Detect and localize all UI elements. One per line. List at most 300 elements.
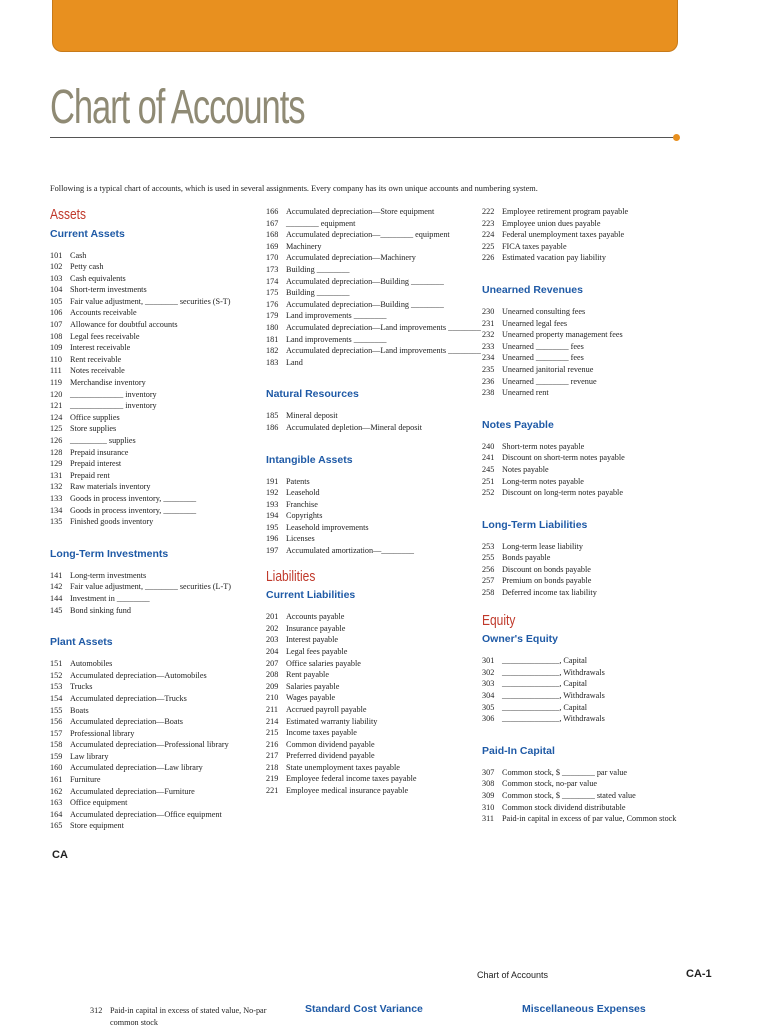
account-item: [266, 229, 486, 241]
account-name: Common dividend payable: [286, 739, 375, 749]
account-item: [482, 441, 702, 453]
account-name: Copyrights: [286, 511, 323, 521]
account-name: Insurance payable: [286, 623, 346, 633]
account-name: Leasehold improvements: [286, 522, 369, 532]
account-item: [482, 206, 702, 218]
account-name: Discount on long-term notes payable: [502, 488, 623, 498]
account-item: [50, 354, 270, 366]
account-number: 119: [50, 378, 62, 388]
section-heading: Current Liabilities: [266, 589, 356, 602]
account-item: [50, 728, 270, 740]
section-heading: Miscellaneous Expenses: [522, 1003, 646, 1015]
account-list: [50, 250, 270, 528]
account-name: Store equipment: [70, 821, 124, 831]
section-heading: Natural Resources: [266, 388, 359, 401]
account-number: 230: [482, 306, 495, 316]
column-right: [482, 206, 702, 825]
account-item: [50, 570, 270, 582]
section-heading: Paid-In Capital: [482, 744, 555, 757]
account-item: [482, 655, 702, 667]
account-item: [266, 310, 486, 322]
account-item: [50, 319, 270, 331]
account-number: 214: [266, 716, 279, 726]
account-number: 210: [266, 693, 279, 703]
account-name: Office supplies: [70, 412, 120, 422]
account-name: Land improvements ________: [286, 311, 387, 321]
account-name: Investment in ________: [70, 593, 150, 603]
account-item: [482, 476, 702, 488]
account-name: Common stock, $ ________ par value: [502, 767, 628, 777]
account-name: Legal fees payable: [286, 646, 348, 656]
account-item: [266, 750, 486, 762]
account-number: 215: [266, 728, 279, 738]
section-heading: Current Assets: [50, 227, 125, 240]
account-name: Long-term notes payable: [502, 476, 584, 486]
account-item: [266, 410, 486, 422]
account-item: [482, 575, 702, 587]
account-item: [266, 510, 486, 522]
account-item: [50, 505, 270, 517]
account-number: 103: [50, 273, 63, 283]
account-name: Accrued payroll payable: [286, 704, 367, 714]
account-number: 176: [266, 299, 279, 309]
account-name: Accounts receivable: [70, 308, 137, 318]
account-name: Long-term investments: [70, 570, 147, 580]
account-name: Accumulated depreciation—Automobiles: [70, 670, 207, 680]
account-item: [266, 522, 486, 534]
account-name: Long-term lease liability: [502, 541, 583, 551]
account-item: [266, 669, 486, 681]
account-item: [266, 499, 486, 511]
section-mark: CA: [52, 849, 68, 861]
account-list: [50, 570, 270, 616]
account-item: [50, 447, 270, 459]
account-name: Merchandise inventory: [70, 378, 146, 388]
account-name: Unearned consulting fees: [502, 306, 586, 316]
account-name: Furniture: [70, 775, 101, 785]
account-item: [266, 487, 486, 499]
account-name: Fair value adjustment, ________ securities (S-T): [70, 296, 231, 306]
account-number: 167: [266, 218, 279, 228]
account-number: 203: [266, 635, 279, 645]
account-name: ______________, Capital: [502, 702, 588, 712]
account-item: [482, 790, 702, 802]
account-item: [266, 545, 486, 557]
account-list: [482, 655, 702, 725]
page-title: Chart of Accounts: [50, 81, 305, 134]
account-name: Accumulated depreciation—Law library: [70, 763, 203, 773]
account-item: [266, 762, 486, 774]
account-item: [50, 412, 270, 424]
account-name: Employee union dues payable: [502, 218, 601, 228]
account-number: 233: [482, 341, 495, 351]
account-item: [482, 702, 702, 714]
account-number: 304: [482, 690, 495, 700]
account-item: [482, 713, 702, 725]
account-name: Land improvements ________: [286, 334, 387, 344]
account-number: 310: [482, 802, 495, 812]
continued-account-list: [266, 206, 486, 368]
account-name: Accumulated depreciation—Trucks: [70, 693, 187, 703]
account-item: [266, 773, 486, 785]
account-number: 106: [50, 308, 63, 318]
account-number: 258: [482, 588, 495, 598]
account-name: Unearned property management fees: [502, 330, 623, 340]
account-item: [50, 423, 270, 435]
account-item: [482, 241, 702, 253]
account-name: Store supplies: [70, 424, 117, 434]
account-list: [266, 611, 486, 797]
section-heading: Notes Payable: [482, 418, 554, 431]
account-name: Accumulated depreciation—Building ________: [286, 276, 444, 286]
account-item: [266, 252, 486, 264]
account-name: ______________, Withdrawals: [502, 714, 605, 724]
column-middle: [266, 206, 486, 797]
account-number: 216: [266, 739, 279, 749]
account-name: Office salaries payable: [286, 658, 361, 668]
account-name: Estimated vacation pay liability: [502, 253, 606, 263]
account-number: 105: [50, 296, 63, 306]
account-item: [50, 605, 270, 617]
account-number: 125: [50, 424, 63, 434]
account-number: 307: [482, 767, 495, 777]
account-number: 240: [482, 441, 495, 451]
account-name: _____________ inventory: [70, 401, 157, 411]
account-name: Common stock, $ ________ stated value: [502, 790, 636, 800]
account-name: Accumulated depreciation—Building ________: [286, 299, 444, 309]
account-name: Rent receivable: [70, 354, 122, 364]
account-number: 120: [50, 389, 63, 399]
account-item: [50, 250, 270, 262]
account-item: [266, 422, 486, 434]
account-number: 308: [482, 779, 495, 789]
account-item: [482, 252, 702, 264]
account-number: 101: [50, 250, 63, 260]
account-item: [482, 364, 702, 376]
account-item: [482, 387, 702, 399]
account-number: 223: [482, 218, 495, 228]
account-name: Land: [286, 357, 303, 367]
account-item: [266, 345, 486, 357]
account-item: [50, 458, 270, 470]
account-name: Cash equivalents: [70, 273, 126, 283]
account-name: Cash: [70, 250, 87, 260]
account-number: 303: [482, 679, 495, 689]
account-number: 302: [482, 667, 495, 677]
account-number: 182: [266, 346, 279, 356]
account-name: Trucks: [70, 682, 93, 692]
account-item: [50, 307, 270, 319]
account-item: [482, 587, 702, 599]
account-item: [266, 206, 486, 218]
account-name: Accumulated depreciation—Professional library: [70, 740, 229, 750]
section-heading: Owner's Equity: [482, 633, 559, 646]
account-number: 245: [482, 464, 495, 474]
account-item: [266, 716, 486, 728]
section-heading: Intangible Assets: [266, 453, 353, 466]
account-number: 135: [50, 517, 63, 527]
account-number: 163: [50, 798, 63, 808]
account-number: 311: [482, 814, 494, 824]
account-number: 129: [50, 459, 63, 469]
account-name: Interest receivable: [70, 343, 131, 353]
account-number: 126: [50, 436, 63, 445]
account-name: Unearned rent: [502, 388, 549, 398]
account-number: 241: [482, 453, 495, 463]
account-number: 208: [266, 670, 279, 680]
account-name: Patents: [286, 476, 310, 486]
account-name: Federal unemployment taxes payable: [502, 230, 625, 240]
account-name: Legal fees receivable: [70, 331, 140, 341]
account-name: Unearned legal fees: [502, 318, 568, 328]
account-item: [482, 541, 702, 553]
account-number: 164: [50, 809, 63, 819]
section-heading: Standard Cost Variance: [305, 1003, 423, 1015]
account-item: [266, 287, 486, 299]
account-number: 252: [482, 488, 495, 498]
account-number: 179: [266, 311, 279, 321]
account-item: [50, 331, 270, 343]
account-item: [482, 813, 702, 825]
account-number: 186: [266, 422, 279, 432]
account-number: 157: [50, 728, 63, 738]
account-item: [482, 690, 702, 702]
account-name: Paid-in capital in excess of stated value, No-par common stock: [110, 1006, 267, 1027]
header-banner: [52, 0, 678, 52]
account-item: [266, 727, 486, 739]
account-item: [266, 611, 486, 623]
account-name: Building ________: [286, 264, 350, 274]
account-name: Prepaid interest: [70, 459, 122, 469]
account-name: Notes payable: [502, 464, 549, 474]
account-item: [266, 634, 486, 646]
account-name: Wages payable: [286, 693, 336, 703]
account-number: 236: [482, 376, 495, 386]
account-number: 170: [266, 253, 279, 263]
account-name: Premium on bonds payable: [502, 576, 592, 586]
account-name: Unearned ________ fees: [502, 341, 584, 351]
account-item: [50, 516, 270, 528]
account-name: Short-term investments: [70, 285, 147, 295]
account-number: 234: [482, 353, 495, 363]
account-number: 211: [266, 704, 278, 714]
account-name: ______________, Withdrawals: [502, 667, 605, 677]
account-number: 217: [266, 751, 279, 761]
account-name: Income taxes payable: [286, 728, 357, 738]
account-item: [266, 241, 486, 253]
account-number: 144: [50, 593, 63, 603]
account-name: Bond sinking fund: [70, 605, 131, 615]
account-number: 156: [50, 717, 63, 727]
account-item: [50, 481, 270, 493]
account-number: 309: [482, 790, 495, 800]
account-number: 226: [482, 253, 495, 263]
account-item: [482, 376, 702, 388]
account-item: [482, 452, 702, 464]
account-item: [482, 464, 702, 476]
account-item: [50, 797, 270, 809]
account-name: ________ equipment: [286, 218, 356, 228]
account-number: 108: [50, 331, 63, 341]
account-number: 145: [50, 605, 63, 615]
account-item: [266, 218, 486, 230]
account-item: [50, 774, 270, 786]
account-name: Salaries payable: [286, 681, 340, 691]
account-number: 166: [266, 207, 279, 216]
account-name: Accumulated depreciation—Machinery: [286, 253, 416, 263]
account-name: Law library: [70, 751, 109, 761]
account-item: [266, 276, 486, 288]
account-item: [266, 476, 486, 488]
account-item: [50, 681, 270, 693]
account-item: [50, 581, 270, 593]
account-number: 134: [50, 505, 63, 515]
account-name: Finished goods inventory: [70, 517, 154, 527]
account-number: 159: [50, 751, 63, 761]
account-item: [266, 692, 486, 704]
account-item: [50, 705, 270, 717]
account-item: [482, 341, 702, 353]
account-name: ______________, Capital: [502, 656, 588, 666]
account-number: 169: [266, 241, 279, 251]
account-item: [50, 658, 270, 670]
account-number: 175: [266, 288, 279, 298]
account-list: [482, 767, 702, 825]
account-number: 201: [266, 612, 279, 622]
account-name: FICA taxes payable: [502, 241, 567, 251]
section-heading: Plant Assets: [50, 636, 113, 649]
account-number: 131: [50, 470, 63, 480]
account-item: [50, 470, 270, 482]
account-number: 209: [266, 681, 279, 691]
account-item: [266, 322, 486, 334]
account-name: Accumulated depreciation—Office equipment: [70, 809, 222, 819]
account-number: 256: [482, 564, 495, 574]
account-name: Accumulated depletion—Mineral deposit: [286, 422, 422, 432]
section-heading: Long-Term Liabilities: [482, 518, 588, 531]
account-item: [266, 623, 486, 635]
account-number: 232: [482, 330, 495, 340]
account-item: [266, 357, 486, 369]
intro-text: Following is a typical chart of accounts, which is used in several assignments. Every company has its own unique accounts and numbering system.: [50, 184, 538, 193]
account-number: 253: [482, 541, 495, 551]
account-item: [50, 365, 270, 377]
account-number: 102: [50, 262, 63, 272]
account-name: Licenses: [286, 534, 315, 544]
account-item: [50, 716, 270, 728]
account-name: Leasehold: [286, 488, 320, 498]
account-item: [482, 329, 702, 341]
account-item: [50, 435, 270, 447]
account-number: 142: [50, 582, 63, 592]
account-item: [50, 284, 270, 296]
account-number: 197: [266, 546, 279, 556]
account-number: 180: [266, 322, 279, 332]
account-name: Common stock dividend distributable: [502, 802, 626, 812]
account-number: 301: [482, 656, 495, 666]
account-number: 161: [50, 775, 63, 785]
account-number: 193: [266, 499, 279, 509]
account-item: [50, 809, 270, 821]
account-number: 195: [266, 522, 279, 532]
account-item: [482, 306, 702, 318]
account-item: [482, 667, 702, 679]
account-list: [482, 306, 702, 399]
account-name: Unearned janitorial revenue: [502, 364, 594, 374]
account-number: 104: [50, 285, 63, 295]
account-number: 305: [482, 702, 495, 712]
account-name: Unearned ________ fees: [502, 353, 584, 363]
account-number: 191: [266, 476, 279, 486]
account-item: [50, 762, 270, 774]
account-number: 224: [482, 230, 495, 240]
account-number: 181: [266, 334, 279, 344]
account-name: Unearned ________ revenue: [502, 376, 597, 386]
account-number: 121: [50, 401, 63, 411]
account-number: 196: [266, 534, 279, 544]
account-number: 306: [482, 714, 495, 724]
account-number: 110: [50, 354, 62, 364]
account-number: 204: [266, 646, 279, 656]
account-number: 155: [50, 705, 63, 715]
account-item: [50, 693, 270, 705]
account-number: 111: [50, 366, 62, 376]
account-number: 219: [266, 774, 279, 784]
account-name: ______________, Capital: [502, 679, 588, 689]
account-name: Discount on short-term notes payable: [502, 453, 625, 463]
account-number: 109: [50, 343, 63, 353]
account-item: [482, 552, 702, 564]
account-name: _____________ inventory: [70, 389, 157, 399]
section-heading: Unearned Revenues: [482, 283, 583, 296]
account-name: ______________, Withdrawals: [502, 690, 605, 700]
account-item: [482, 352, 702, 364]
account-name: Common stock, no-par value: [502, 779, 598, 789]
continued-account-list: [482, 206, 702, 264]
account-item: [50, 273, 270, 285]
account-number: 192: [266, 488, 279, 498]
account-item: [266, 334, 486, 346]
account-name: Accumulated depreciation—Land improvements ________: [286, 346, 481, 356]
account-name: Employee retirement program payable: [502, 207, 629, 216]
account-item: [50, 400, 270, 412]
account-name: Accumulated depreciation—Store equipment: [286, 207, 435, 216]
account-name: Petty cash: [70, 262, 104, 272]
account-number: 183: [266, 357, 279, 367]
account-item: [50, 493, 270, 505]
account-number: 173: [266, 264, 279, 274]
account-name: Discount on bonds payable: [502, 564, 591, 574]
account-item: [266, 658, 486, 670]
account-number: 174: [266, 276, 279, 286]
account-list: [482, 541, 702, 599]
account-number: 231: [482, 318, 495, 328]
account-number: 222: [482, 207, 495, 216]
account-name: Prepaid rent: [70, 470, 110, 480]
account-name: Boats: [70, 705, 89, 715]
account-name: Bonds payable: [502, 553, 551, 563]
account-name: Prepaid insurance: [70, 447, 129, 457]
account-number: 202: [266, 623, 279, 633]
account-name: Allowance for doubtful accounts: [70, 320, 178, 330]
account-list: [482, 441, 702, 499]
account-name: Employee medical insurance payable: [286, 786, 409, 796]
account-number: 207: [266, 658, 279, 668]
account-item: [482, 487, 702, 499]
account-number: 154: [50, 693, 63, 703]
account-number: 133: [50, 493, 63, 503]
account-item: [50, 820, 270, 832]
